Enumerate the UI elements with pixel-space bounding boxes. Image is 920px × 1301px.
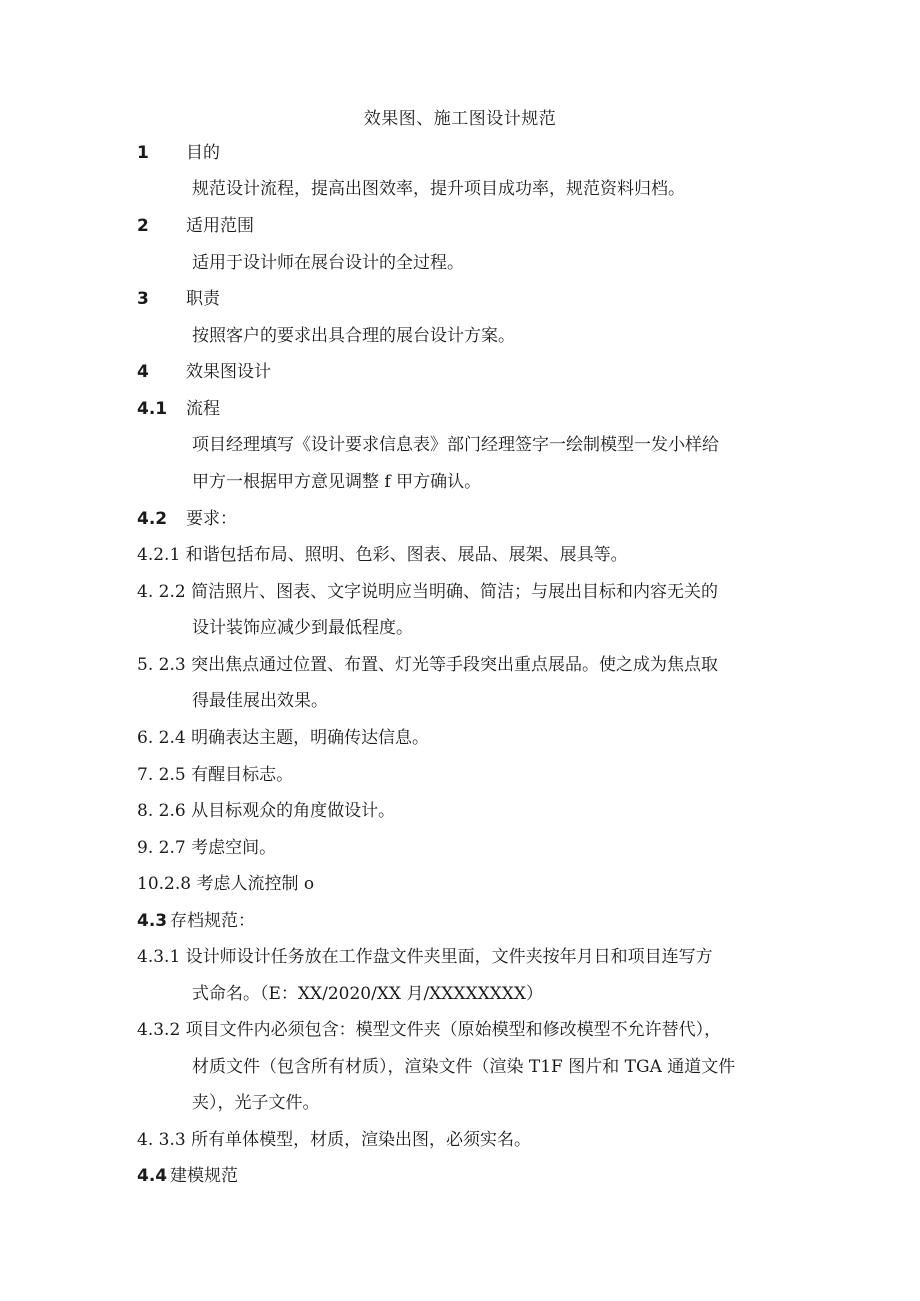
archive-item: 4.3.2 项目文件内必须包含：模型文件夹（原始模型和修改模型不允许替代）， xyxy=(137,1020,722,1040)
section-4-3-number: 4.3 xyxy=(137,911,168,931)
requirement-item: 9. 2.7 考虑空间。 xyxy=(137,838,277,858)
section-4-1-heading: 流程 xyxy=(186,399,220,419)
document-title: 效果图、施工图设计规范 xyxy=(363,109,557,129)
section-4-2-heading: 要求： xyxy=(186,509,237,529)
archive-item-continuation: 材质文件（包含所有材质），渲染文件（渲染 T1F 图片和 TGA 通道文件 xyxy=(192,1057,736,1077)
section-4-4-number: 4.4 xyxy=(137,1166,168,1186)
section-4-1-body-line-1: 项目经理填写《设计要求信息表》部门经理签字一绘制模型一发小样给 xyxy=(192,435,719,455)
requirement-item: 4.2.1 和谐包括布局、照明、色彩、图表、展品、展架、展具等。 xyxy=(137,545,628,565)
archive-item: 4. 3.3 所有单体模型，材质，渲染出图，必须实名。 xyxy=(137,1130,532,1150)
section-4-heading: 效果图设计 xyxy=(186,362,271,382)
section-4-1-number: 4.1 xyxy=(137,399,168,419)
section-4-4-heading: 建模规范 xyxy=(170,1166,238,1186)
requirement-item: 10.2.8 考虑人流控制 o xyxy=(137,874,315,894)
section-1-heading: 目的 xyxy=(186,143,220,163)
section-1-number: 1 xyxy=(137,143,149,163)
requirement-item-continuation: 设计装饰应减少到最低程度。 xyxy=(192,618,413,638)
requirement-item-continuation: 得最佳展出效果。 xyxy=(192,691,328,711)
section-1-body: 规范设计流程，提高出图效率，提升项目成功率，规范资料归档。 xyxy=(192,179,685,199)
requirement-item: 5. 2.3 突出焦点通过位置、布置、灯光等手段突出重点展品。使之成为焦点取 xyxy=(137,655,719,675)
section-4-3-heading: 存档规范： xyxy=(170,911,255,931)
requirement-item: 6. 2.4 明确表达主题，明确传达信息。 xyxy=(137,728,430,748)
section-3-body: 按照客户的要求出具合理的展台设计方案。 xyxy=(192,326,515,346)
section-2-heading: 适用范围 xyxy=(186,216,254,236)
archive-item-continuation: 式命名。（E：XX/2020/XX 月/XXXXXXXX） xyxy=(192,984,543,1004)
archive-item-continuation: 夹），光子文件。 xyxy=(192,1093,320,1113)
requirement-item: 8. 2.6 从目标观众的角度做设计。 xyxy=(137,801,396,821)
section-4-2-number: 4.2 xyxy=(137,509,168,529)
section-2-number: 2 xyxy=(137,216,149,236)
requirement-item: 4. 2.2 简洁照片、图表、文字说明应当明确、简洁；与展出目标和内容无关的 xyxy=(137,582,719,602)
requirement-item: 7. 2.5 有醒目标志。 xyxy=(137,765,294,785)
section-3-heading: 职责 xyxy=(186,289,220,309)
section-2-body: 适用于设计师在展台设计的全过程。 xyxy=(192,253,464,273)
section-4-1-body-line-2: 甲方一根据甲方意见调整 f 甲方确认。 xyxy=(192,472,482,492)
section-3-number: 3 xyxy=(137,289,149,309)
section-4-number: 4 xyxy=(137,362,149,382)
archive-item: 4.3.1 设计师设计任务放在工作盘文件夹里面，文件夹按年月日和项目连写方 xyxy=(137,947,713,967)
